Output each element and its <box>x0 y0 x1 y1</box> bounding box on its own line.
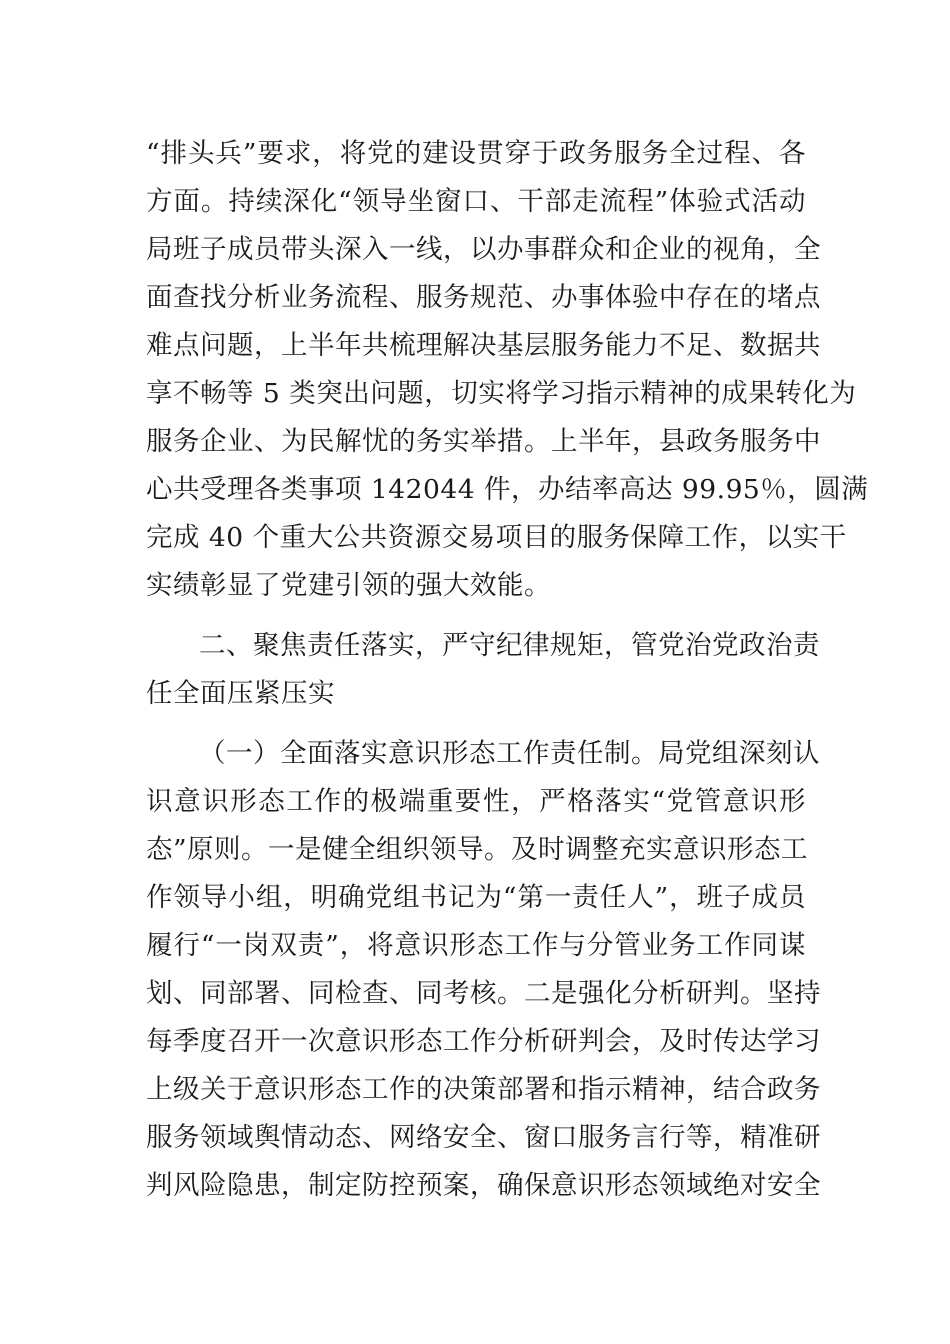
text-line: 完成 40 个重大公共资源交易项目的服务保障工作，以实干 <box>146 522 847 553</box>
text-line: 面查找分析业务流程、服务规范、办事体验中存在的堵点 <box>146 282 821 313</box>
text-line: 识意识形态工作的极端重要性，严格落实“党管意识形 <box>146 786 806 817</box>
text-line: 服务领域舆情动态、网络安全、窗口服务言行等，精准研 <box>146 1122 821 1153</box>
text-line: 方面。持续深化“领导坐窗口、干部走流程”体验式活动 <box>146 186 806 217</box>
text-line: （一）全面落实意识形态工作责任制。局党组深刻认 <box>199 738 820 769</box>
text-line: 心共受理各类事项 142044 件，办结率高达 99.95％，圆满 <box>146 474 869 505</box>
text-line: 服务企业、为民解忧的务实举措。上半年，县政务服务中 <box>146 426 821 457</box>
text-line: “排头兵”要求，将党的建设贯穿于政务服务全过程、各 <box>146 138 806 169</box>
text-line: 上级关于意识形态工作的决策部署和指示精神，结合政务 <box>146 1074 821 1105</box>
text-line: 享不畅等 5 类突出问题，切实将学习指示精神的成果转化为 <box>146 378 857 409</box>
text-line: 难点问题，上半年共梳理解决基层服务能力不足、数据共 <box>146 330 821 361</box>
text-line: 划、同部署、同检查、同考核。二是强化分析研判。坚持 <box>146 978 821 1009</box>
text-line: 实绩彰显了党建引领的强大效能。 <box>146 570 551 601</box>
section-heading-line: 二、聚焦责任落实，严守纪律规矩，管党治党政治责 <box>199 630 820 661</box>
text-line: 履行“一岗双责”，将意识形态工作与分管业务工作同谋 <box>146 930 806 961</box>
text-line: 局班子成员带头深入一线，以办事群众和企业的视角，全 <box>146 234 821 265</box>
text-line: 作领导小组，明确党组书记为“第一责任人”，班子成员 <box>146 882 806 913</box>
section-heading-line: 任全面压紧压实 <box>146 678 335 709</box>
text-line: 每季度召开一次意识形态工作分析研判会，及时传达学习 <box>146 1026 821 1057</box>
text-line: 判风险隐患，制定防控预案，确保意识形态领域绝对安全 <box>146 1170 821 1201</box>
text-line: 态”原则。一是健全组织领导。及时调整充实意识形态工 <box>146 834 809 865</box>
